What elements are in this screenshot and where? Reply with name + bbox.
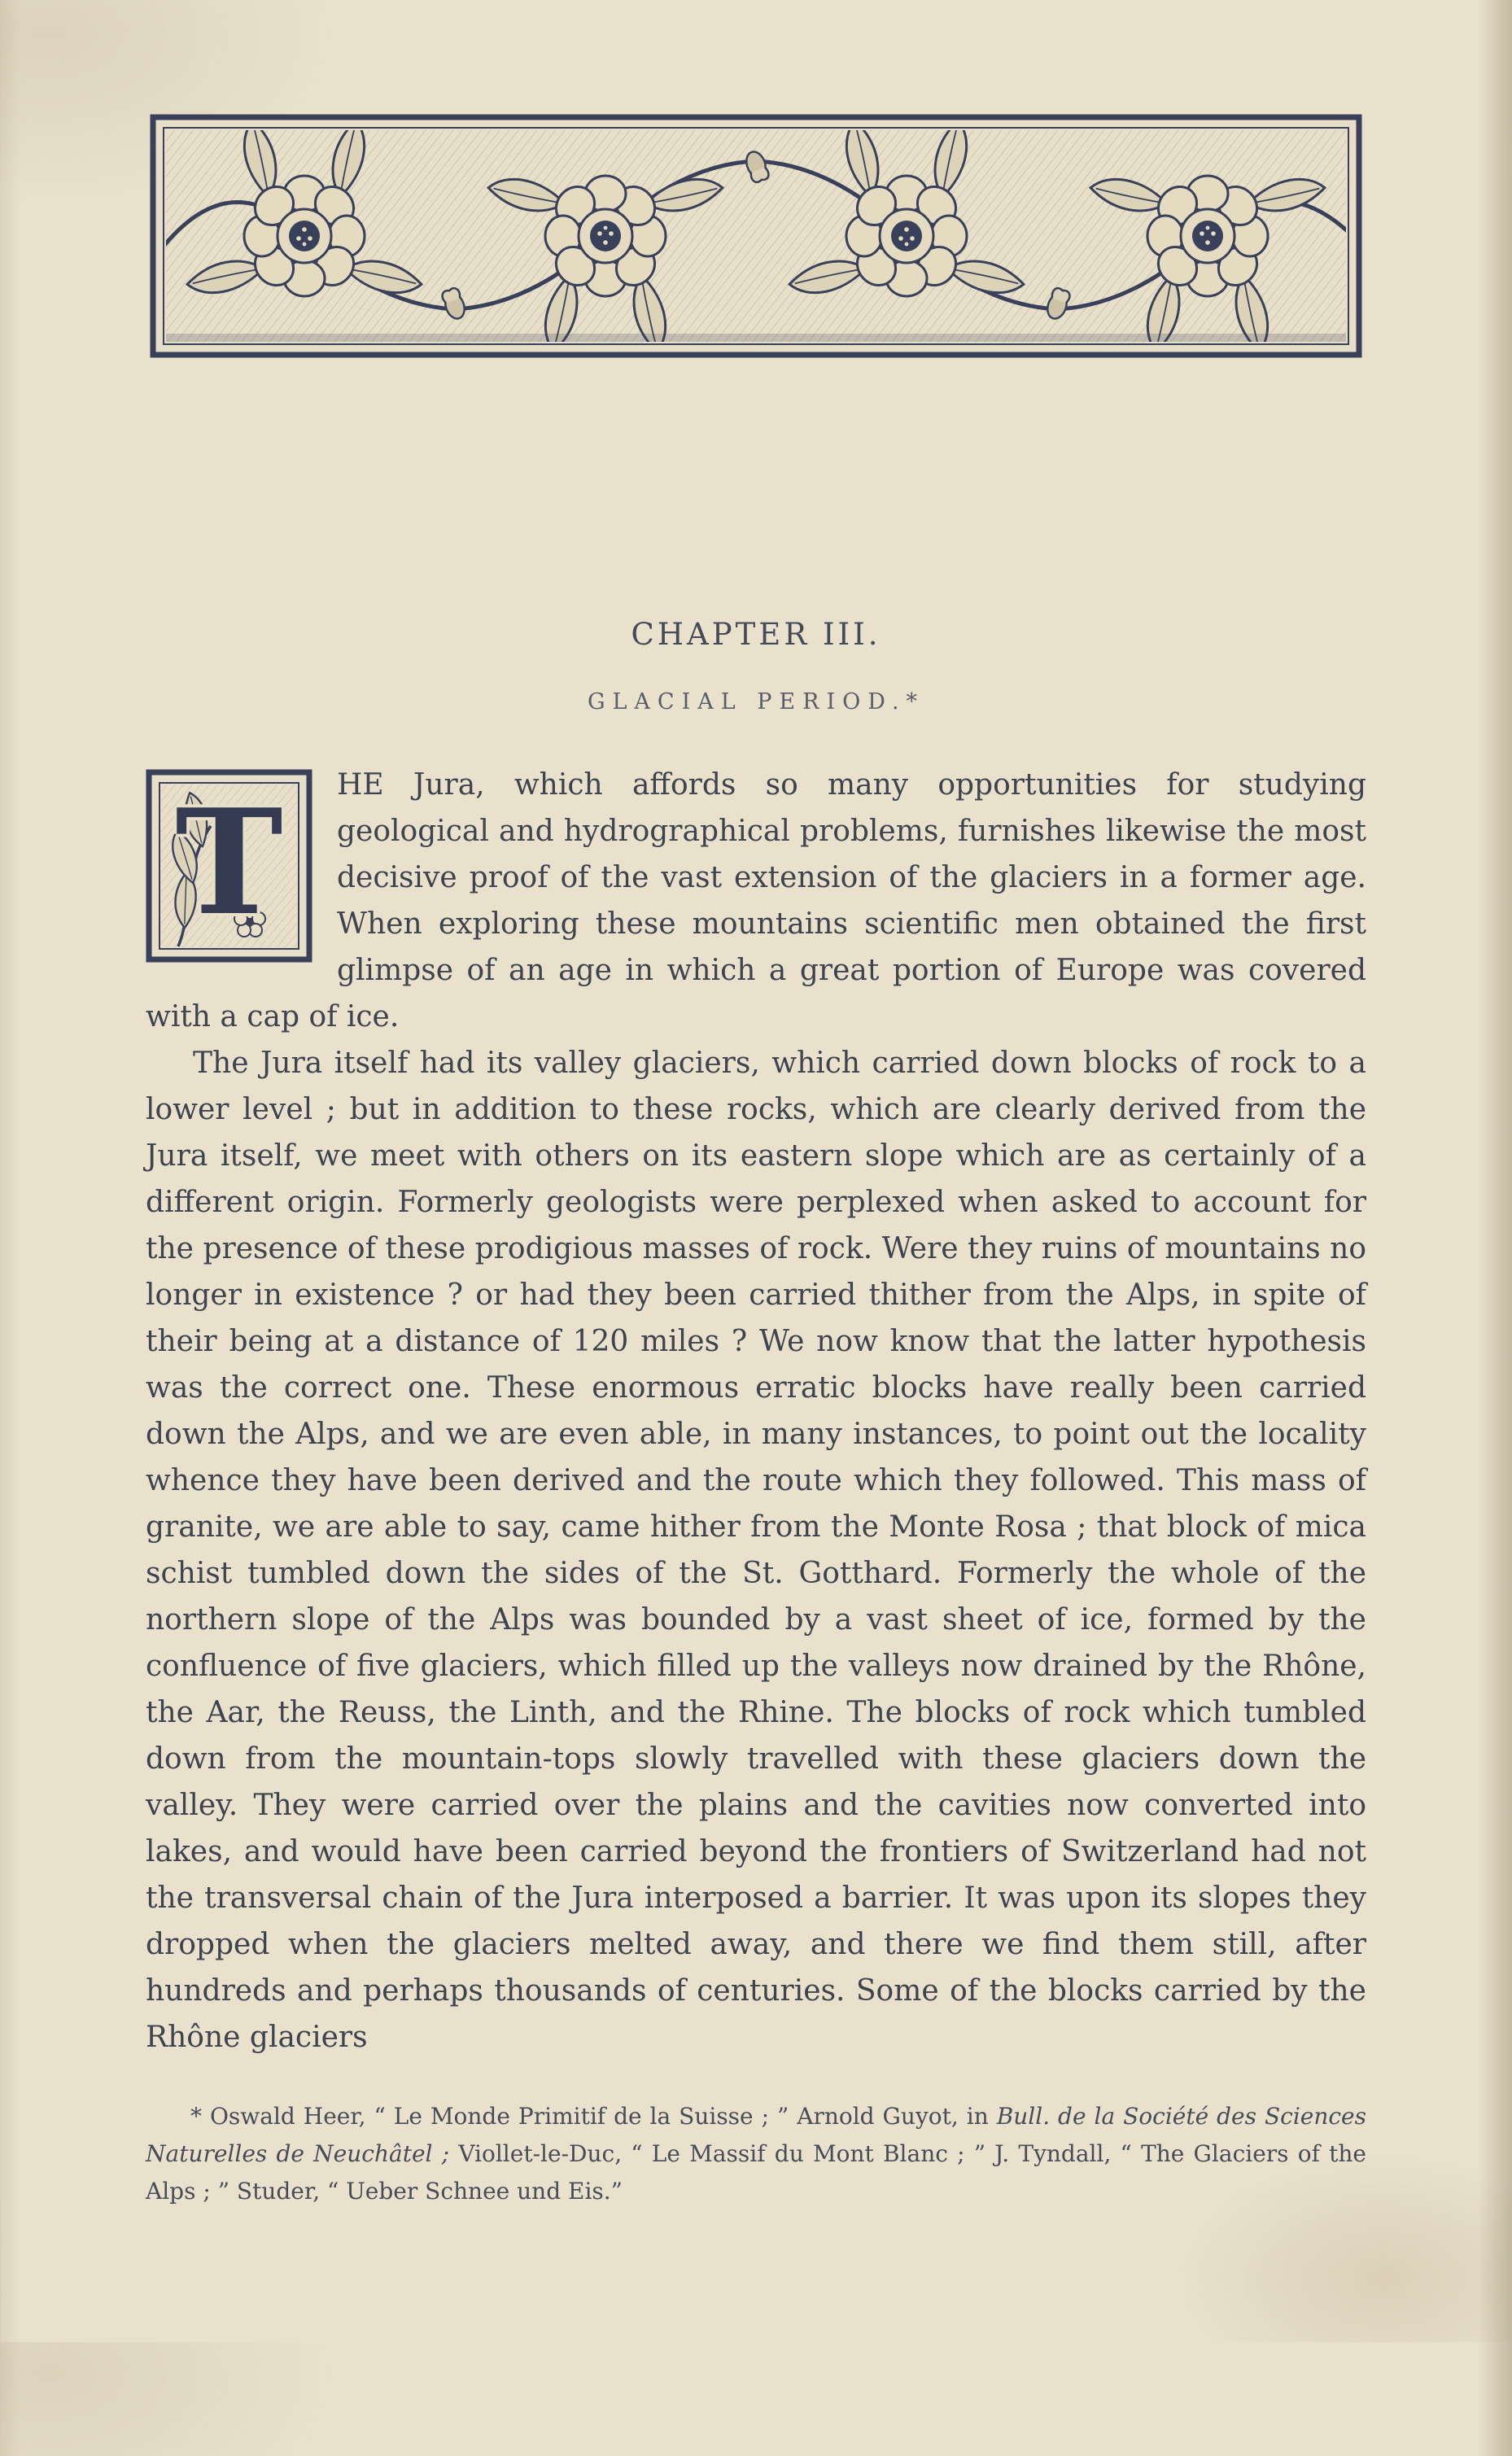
opening-paragraph-text: HE Jura, which affords so many opportunities for studying geological and hydrographical problems, furnishes likewise the most decisive proof of the vast extension of the glaciers in a former age. When exploring these mountains scientific men obtained the first glimpse of an age in which a great portion of Europe was covered with a cap of ice. — [146, 768, 1366, 1034]
footnote-italic-citation: Bull. de la Société des Sciences Naturelles de Neuchâtel ; — [146, 2103, 1366, 2167]
footnote-text-start: * Oswald Heer, “ Le Monde Primitif de la Suisse ; ” Arnold Guyot, in — [190, 2103, 997, 2130]
opening-paragraph — [146, 762, 1366, 1040]
floral-banner-engraving — [150, 114, 1362, 358]
drop-cap-letter: T — [175, 777, 283, 947]
body-text — [146, 762, 1366, 2061]
section-title: GLACIAL PERIOD.* — [587, 689, 925, 715]
chapter-title: CHAPTER III. — [631, 617, 881, 652]
text-column — [146, 617, 1366, 2210]
body-paragraph: The Jura itself had its valley glaciers, which carried down blocks of rock to a lower level ; but in addition to these rocks, which are clearly derived from the Jura itself, we meet with others on its eastern slope which are as certainly of a different origin. Formerly geologists were perplexed when asked to account for the presence of these prodigious masses of rock. Were they ruins of mountains no longer in existence ? or had they been carried thither from the Alps, in spite of their being at a distance of 120 miles ? We now know that the latter hypothesis was the correct one. These enormous erratic blocks have really been carried down the Alps, and we are even able, in many instances, to point out the locality whence they have been derived and the route which they followed. This mass of granite, we are able to say, came hither from the Monte Rosa ; that block of mica schist tumbled down the sides of the St. Gotthard. Formerly the whole of the northern slope of the Alps was bounded by a vast sheet of ice, formed by the confluence of five glaciers, which filled up the valleys now drained by the Rhône, the Aar, the Reuss, the Linth, and the Rhine. The blocks of rock which tumbled down from the mountain-tops slowly travelled with these glaciers down the valley. They were carried over the plains and the cavities now converted into lakes, and would have been carried beyond the frontiers of Switzerland had not the transversal chain of the Jura interposed a barrier. It was upon its slopes they dropped when the glaciers melted away, and there we find them still, after hundreds and perhaps thousands of centuries. Some of the blocks carried by the Rhône glaciers — [146, 1047, 1366, 2054]
footnote-text-end: Viollet-le-Duc, “ Le Massif du Mont Blanc ; ” J. Tyndall, “ The Glaciers of the Alps ; ” Studer, “ Ueber Schnee und Eis.” — [146, 2140, 1367, 2205]
page-root — [0, 114, 1512, 2456]
footnote — [146, 2098, 1366, 2210]
drop-cap-box — [146, 769, 312, 963]
floral-banner — [150, 114, 1362, 358]
